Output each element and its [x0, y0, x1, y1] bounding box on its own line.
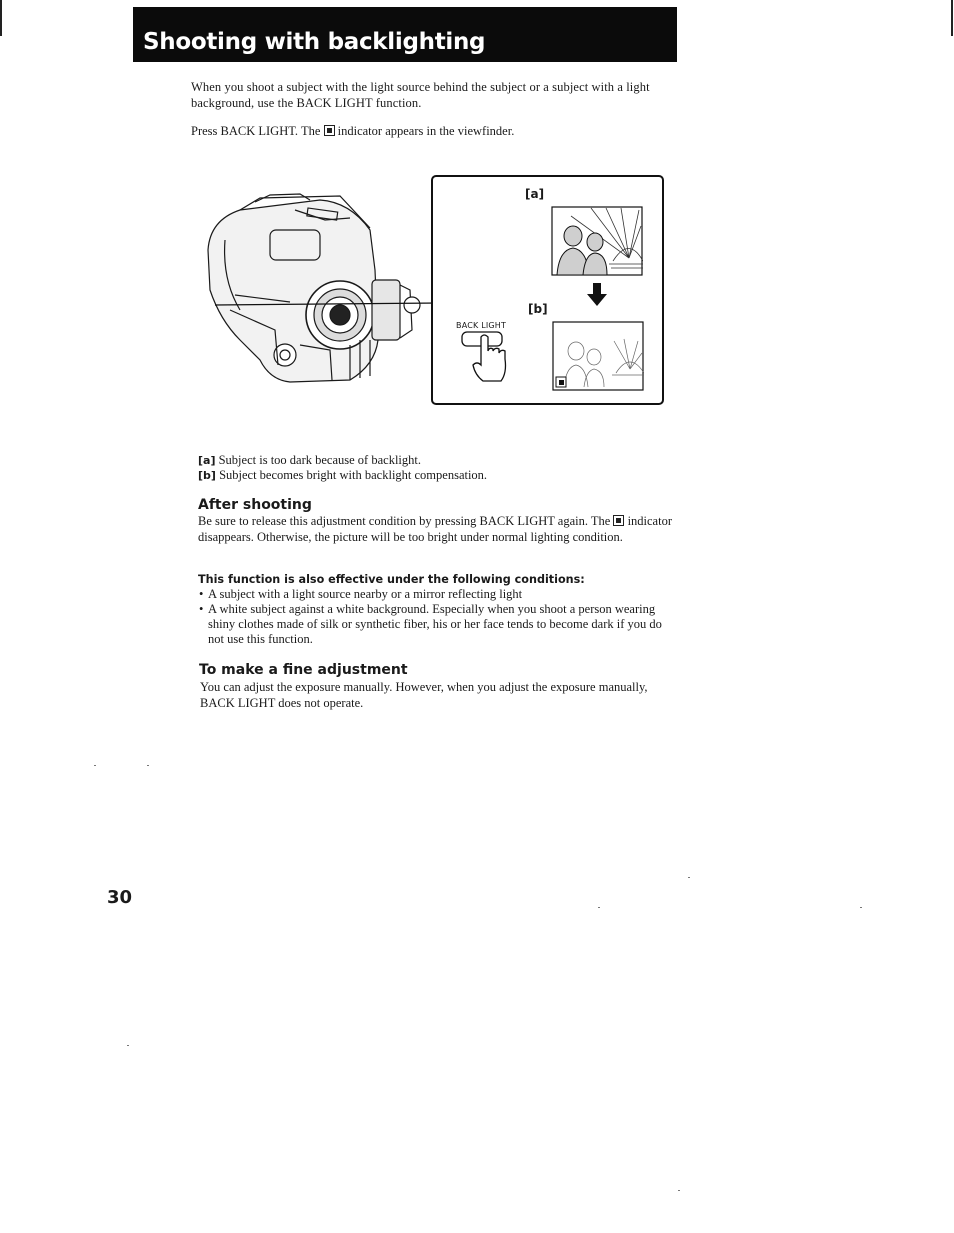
intro-paragraph: When you shoot a subject with the light source behind the subject or a subject with a light background, use the BACK LIGHT function.: [191, 80, 650, 110]
scan-speck: [147, 765, 149, 766]
label-b: [b]: [528, 302, 548, 316]
fine-adjustment-heading: To make a fine adjustment: [199, 662, 408, 678]
page-number: 30: [107, 887, 133, 908]
caption-b-tag: [b]: [198, 469, 216, 482]
figure-captions: [198, 453, 487, 483]
after-shooting-text-before: Be sure to release this adjustment condition by pressing BACK LIGHT again. The: [198, 514, 614, 528]
finger-press-icon: [459, 329, 513, 385]
scan-speck: [598, 907, 600, 908]
camcorder-illustration: [200, 190, 440, 390]
scene-bright-subject: [552, 321, 644, 391]
scene-dark-subject: [551, 206, 643, 276]
scan-speck: [127, 1045, 129, 1046]
down-arrow-icon: [586, 283, 608, 307]
after-shooting-heading: After shooting: [198, 497, 312, 513]
scan-edge-right: [951, 0, 953, 36]
scan-speck: [94, 765, 96, 766]
after-shooting-paragraph: [198, 513, 673, 545]
conditions-list: [199, 587, 679, 647]
press-text-before: Press BACK LIGHT. The: [191, 124, 324, 138]
caption-a-text: Subject is too dark because of backlight.: [215, 453, 421, 467]
press-text-after: indicator appears in the viewfinder.: [334, 124, 515, 138]
caption-b: [198, 468, 487, 483]
after-shooting-text-after: indicator disappears. Otherwise, the picture will be too bright under normal lighting condition.: [198, 514, 672, 544]
caption-a: [198, 453, 487, 468]
page-title: Shooting with backlighting: [143, 29, 486, 55]
scan-speck: [678, 1190, 680, 1191]
list-item: • A subject with a light source nearby or a mirror reflecting light: [199, 587, 679, 602]
list-item: • A white subject against a white background. Especially when you shoot a person wearing shiny clothes made of silk or synthetic fiber, his or her face tends to become dark if you do not use this function.: [199, 602, 679, 647]
scan-speck: [860, 907, 862, 908]
backlight-indicator-icon: [324, 125, 335, 136]
back-light-button-label: BACK LIGHT: [456, 321, 507, 330]
viewfinder-panel: [431, 175, 664, 405]
caption-a-tag: [a]: [198, 454, 216, 467]
backlight-indicator-icon: [613, 515, 624, 526]
illustration: [200, 175, 665, 407]
conditions-heading: This function is also effective under the following conditions:: [198, 573, 585, 586]
caption-b-text: Subject becomes bright with backlight compensation.: [215, 468, 488, 482]
scan-speck: [688, 877, 690, 878]
press-instruction: [191, 124, 514, 139]
fine-adjustment-paragraph: You can adjust the exposure manually. However, when you adjust the exposure manually, BACK LIGHT does not operate.: [200, 680, 648, 710]
scan-edge-left: [0, 0, 2, 36]
title-bar: [133, 7, 677, 62]
label-a: [a]: [525, 187, 545, 201]
